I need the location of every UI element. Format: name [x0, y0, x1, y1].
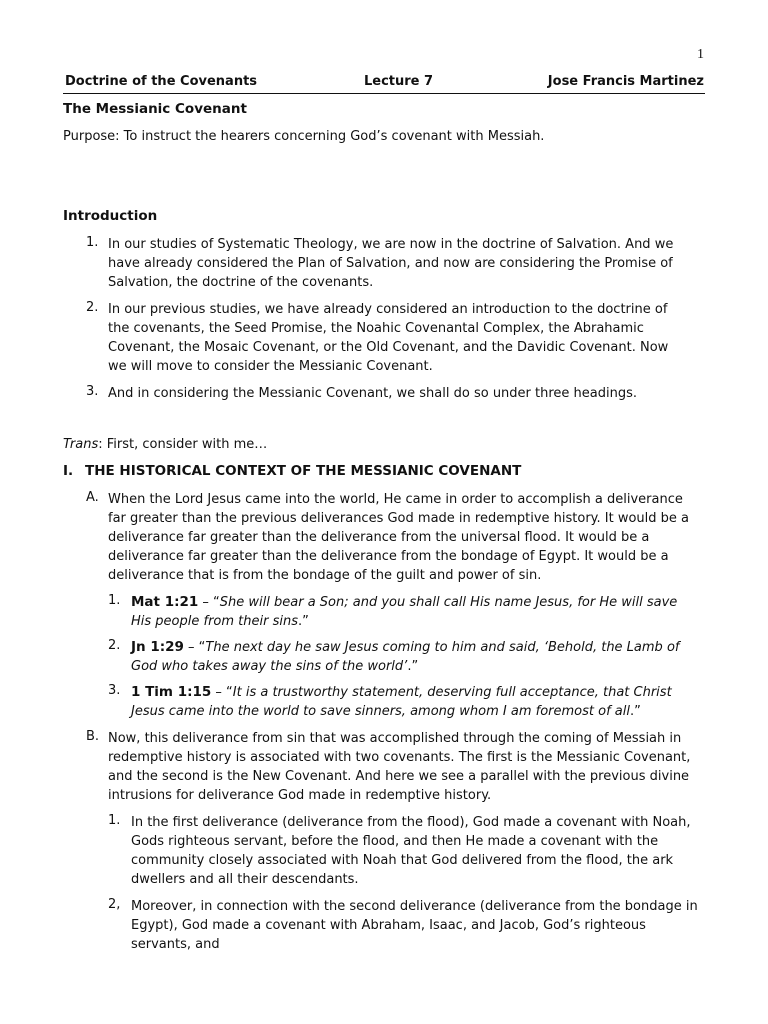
intro-item-marker: 2.: [86, 300, 99, 315]
header-lecture-number: Lecture 7: [364, 74, 434, 89]
transition-line: [63, 437, 267, 452]
page-number: 1: [697, 47, 704, 62]
transition-text: : First, consider with me…: [98, 437, 268, 452]
scripture-close: .”: [629, 704, 641, 719]
point-marker: A.: [86, 490, 99, 505]
scripture-reference: Mat 1:21: [131, 594, 199, 610]
intro-item-text: In our studies of Systematic Theology, we are now in the doctrine of Salvation. And we have already considered the Plan of Salvation, and now are considering the Promise of Salvation, the doctrine of the covenants.: [108, 237, 674, 290]
sub-item-text: Moreover, in connection with the second deliverance (deliverance from the bondage in Egypt), God made a covenant with Abraham, Isaac, and Jacob, God’s righteous servants, and: [131, 899, 698, 952]
scripture-item: [131, 683, 701, 721]
scripture-item-marker: 3.: [108, 683, 121, 698]
document-title: The Messianic Covenant: [63, 101, 247, 117]
section-title: THE HISTORICAL CONTEXT OF THE MESSIANIC COVENANT: [85, 463, 522, 479]
point-text: Now, this deliverance from sin that was accomplished through the coming of Messiah in redemptive history is associated with two covenants. The first is the Messianic Covenant, and the second is the New Covenant. And here we see a parallel with the previous divine intrusions for deliverance God made in redemptive history.: [108, 731, 691, 803]
intro-item-marker: 1.: [86, 235, 99, 250]
scripture-item: [131, 593, 701, 631]
intro-item-text: In our previous studies, we have already considered an introduction to the doctrine of the covenants, the Seed Promise, the Noahic Covenantal Complex, the Abrahamic Covenant, the Mosaic Covenant, or the Old Covenant, and the Davidic Covenant. Now we will move to consider the Messianic Covenant.: [108, 302, 669, 374]
transition-label: Trans: [63, 437, 99, 452]
scripture-close: .”: [297, 614, 309, 629]
scripture-item-marker: 2.: [108, 638, 121, 653]
scripture-dash: – “: [198, 595, 220, 610]
section-heading: [63, 463, 521, 479]
point-text: When the Lord Jesus came into the world, He came in order to accomplish a deliverance far greater than the previous deliverances God made in redemptive history. It would be a deliverance far greater than the deliverance from the universal flood. It would be a deliverance far greater than the deliverance from the bondage of Egypt. It would be a deliverance that is from the bondage of the guilt and power of sin.: [108, 492, 690, 583]
introduction-heading: Introduction: [63, 208, 158, 224]
scripture-quote: The next day he saw Jesus coming to him and said, ‘Behold, the Lamb of God who takes away the sins of the world’: [131, 640, 680, 674]
intro-item-text: And in considering the Messianic Covenant, we shall do so under three headings.: [108, 386, 638, 401]
purpose-statement: Purpose: To instruct the hearers concerning God’s covenant with Messiah.: [63, 129, 545, 144]
section-number: I.: [63, 463, 74, 479]
header-author: Jose Francis Martinez: [547, 74, 704, 89]
sub-item-marker: 1.: [108, 813, 121, 828]
scripture-quote: It is a trustworthy statement, deserving full acceptance, that Christ Jesus came into the world to save sinners, among whom I am foremost of all: [131, 685, 672, 719]
sub-item-marker: 2,: [108, 897, 121, 912]
scripture-reference: 1 Tim 1:15: [131, 684, 212, 700]
running-header: [63, 73, 705, 94]
header-course-title: Doctrine of the Covenants: [65, 74, 258, 89]
scripture-item-marker: 1.: [108, 593, 121, 608]
sub-item-text: In the first deliverance (deliverance from the flood), God made a covenant with Noah, Gods righteous servant, before the flood, and then He made a covenant with the community closely associated with Noah that God delivered from the flood, the ark dwellers and all their descendants.: [131, 815, 691, 887]
scripture-reference: Jn 1:29: [131, 639, 184, 655]
scripture-dash: – “: [211, 685, 233, 700]
scripture-close: .”: [407, 659, 419, 674]
scripture-item: [131, 638, 701, 676]
scripture-dash: – “: [183, 640, 206, 655]
scripture-quote: She will bear a Son; and you shall call His name Jesus, for He will save His people from their sins: [131, 595, 678, 629]
point-marker: B.: [86, 729, 100, 744]
intro-item-marker: 3.: [86, 384, 99, 399]
